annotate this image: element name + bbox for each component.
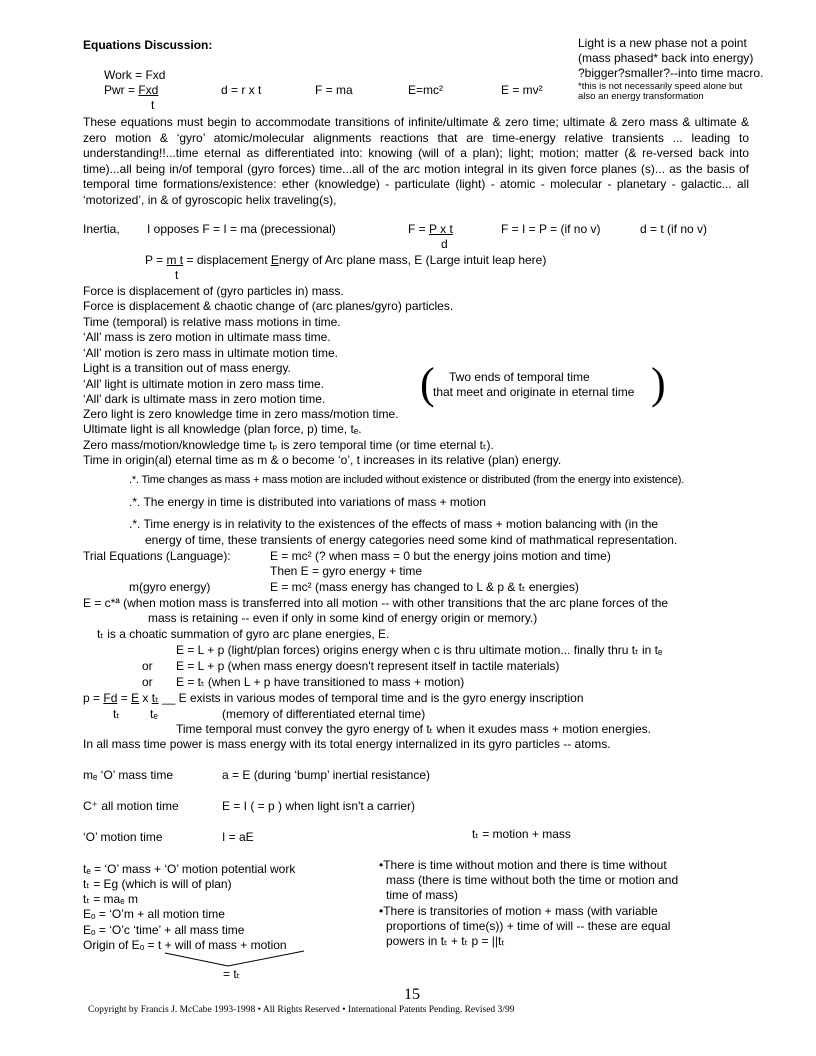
or-1: or xyxy=(142,659,153,673)
bullet-line: •There is time without motion and there is time without xyxy=(379,858,667,872)
page-number: 15 xyxy=(404,986,420,1003)
statement-line: Time in origin(al) eternal time as m & o become ‘o’, t increases in its relative (plan) energy. xyxy=(83,453,562,467)
left-equation: tₜ = maₑ m xyxy=(83,892,139,906)
p-fd-denominator-2: tₑ xyxy=(150,707,158,721)
chaotic-summation: tₜ is a choatic summation of gyro arc plane energies, E. xyxy=(97,627,390,641)
motion-time-equation: E = I ( = p ) when light isn't a carrier) xyxy=(222,799,416,813)
bullet-line: time of mass) xyxy=(386,888,459,902)
bullet-line: •There is transitories of motion + mass (with variable xyxy=(379,904,658,918)
inertia-label: Inertia, xyxy=(83,222,120,236)
statement-line: Zero mass/motion/knowledge time tₚ is zero temporal time (or time eternal tₜ). xyxy=(83,438,494,452)
pmt-equation: P = m t = displacement Energy of Arc plane mass, E (Large intuit leap here) xyxy=(145,253,547,267)
statement-line: Force is displacement & chaotic change of (arc planes/gyro) particles. xyxy=(83,299,454,313)
inertia-opposes: I opposes F = I = ma (precessional) xyxy=(147,222,336,236)
therefore-a: .*. Time changes as mass + mass motion are included without existence or distributed (from the energy into existence). xyxy=(129,474,685,486)
dt-equation: d = t (if no v) xyxy=(640,222,708,236)
temporal-statement: Time temporal must convey the gyro energy of tₜ when it exudes mass + motion energies. xyxy=(176,722,651,736)
left-equation: tₜ = Eg (which is will of plan) xyxy=(83,877,232,891)
statement-line: ‘All’ motion is zero mass in ultimate motion time. xyxy=(83,346,338,360)
force-power-equation: F = P x t xyxy=(408,222,453,236)
motion-time-label: C⁺ all motion time xyxy=(83,799,179,813)
trial-eq-4-line-1: E = c*ª (when motion mass is transferred into all motion -- with other transitions that the arc plane forces of the xyxy=(83,596,669,610)
statement-line: Time (temporal) is relative mass motions in time. xyxy=(83,315,341,329)
left-equation: tₑ = ‘O’ mass + ‘O’ motion potential work xyxy=(83,862,296,876)
distance-equation: d = r x t xyxy=(221,83,262,97)
p-fd-equation: p = Fd = E x tₜ __ E exists in various modes of temporal time and is the gyro energy inscription xyxy=(83,691,584,705)
sidebox-note-2: also an energy transformation xyxy=(578,91,704,102)
left-paren: ( xyxy=(420,359,435,408)
tt-motion-mass: tₜ = motion + mass xyxy=(472,827,571,841)
sidebox-line-2: (mass phased* back into energy) xyxy=(578,51,754,65)
fip-equation: F = I = P = (if no v) xyxy=(501,222,601,236)
heading: Equations Discussion: xyxy=(83,38,213,52)
trial-eq-3: E = mc² (mass energy has changed to L & p & tₜ energies) xyxy=(270,580,579,594)
pmt-denominator: t xyxy=(175,268,179,282)
force-equation: F = ma xyxy=(315,83,353,97)
intro-paragraph: These equations must begin to accommodate transitions of infinite/ultimate & zero time; ultimate & zero mass & ultimate & zero motion & ‘gyro’ atomic/molecular alignments reactions that are time-energy relative transients ... leading to understanding!!...time eternal as differentiated into: knowing (will of a plan); light; motion; matter (& re-versed back into time)...all being in/of temporal (gyro forces) time...all of the arc motion integral in its given force planes (s)... as the basis of temporal time formations/existence: ether (knowledge) - particulate (light) - atomic - molecular - planetary - galactic... all ‘motorized’, in & of gyroscopic helix traveling(s), xyxy=(83,115,749,207)
bullet-line: proportions of time(s)) + time of will -- these are equal xyxy=(386,919,671,933)
mass-time-equation: a = E (during ‘bump’ inertial resistance) xyxy=(222,768,430,782)
o-motion-equation: I = aE xyxy=(222,830,254,844)
mass-time-label: mₑ ‘O’ mass time xyxy=(83,768,174,782)
memory-note: (memory of differentiated eternal time) xyxy=(222,707,426,721)
therefore-c-line-2: energy of time, these transients of energy categories need some kind of mathmatical representation. xyxy=(145,533,678,547)
left-equation: Eₒ = ‘O’m + all motion time xyxy=(83,907,225,921)
statement-line: ‘All’ light is ultimate motion in zero mass time. xyxy=(83,377,324,391)
left-equation: Origin of Eₒ = t + will of mass + motion xyxy=(83,938,287,952)
emc-equation: E=mc² xyxy=(408,83,444,97)
trial-eq-2: Then E = gyro energy + time xyxy=(270,564,423,578)
right-paren: ) xyxy=(651,359,666,408)
statement-line: Force is displacement of (gyro particles in) mass. xyxy=(83,284,344,298)
energy-eq-2: E = L + p (when mass energy doesn't represent itself in tactile materials) xyxy=(176,659,560,673)
trial-eq-1: E = mc² (? when mass = 0 but the energy joins motion and time) xyxy=(270,549,611,563)
statement-line: ‘All’ dark is ultimate mass in zero motion time. xyxy=(83,392,326,406)
paren-note-line-1: Two ends of temporal time xyxy=(449,370,590,384)
p-fd-denominator-1: tₜ xyxy=(113,707,120,721)
or-2: or xyxy=(142,675,153,689)
statement-line: ‘All’ mass is zero motion in ultimate mass time. xyxy=(83,330,331,344)
force-power-denominator: d xyxy=(441,237,448,251)
left-equation: Eₒ = ‘O’c ‘time’ + all mass time xyxy=(83,923,245,937)
sidebox-line-1: Light is a new phase not a point xyxy=(578,36,747,50)
copyright: Copyright by Francis J. McCabe 1993-1998 • All Rights Reserved • International Patents Pending. Revised 3/99 xyxy=(88,1005,515,1015)
sidebox-line-3: ?bigger?smaller?--into time macro. xyxy=(578,66,764,80)
trial-label: Trial Equations (Language): xyxy=(83,549,231,563)
paren-note-line-2: that meet and originate in eternal time xyxy=(433,385,635,399)
statement-line: Zero light is zero knowledge time in zero mass/motion time. xyxy=(83,407,399,421)
therefore-c-line-1: .*. Time energy is in relativity to the existences of the effects of mass + motion balancing with (in the xyxy=(129,517,659,531)
emv-equation: E = mv² xyxy=(501,83,543,97)
o-motion-label: ‘O’ motion time xyxy=(83,830,163,844)
power-equation: Pwr = Fxd xyxy=(104,83,159,97)
energy-eq-1: E = L + p (light/plan forces) origins energy when c is thru ultimate motion... finally thru tₜ in tₑ xyxy=(176,643,663,657)
bracket-result: = tₜ xyxy=(223,967,241,981)
all-mass-statement: In all mass time power is mass energy with its total energy internalized in its gyro particles -- atoms. xyxy=(83,737,611,751)
power-denominator: t xyxy=(151,98,155,112)
bullet-line: mass (there is time without both the time or motion and xyxy=(386,873,679,887)
statement-line: Light is a transition out of mass energy. xyxy=(83,361,291,375)
statement-line: Ultimate light is all knowledge (plan force, p) time, tₑ. xyxy=(83,422,362,436)
energy-eq-3: E = tₜ (when L + p have transitioned to mass + motion) xyxy=(176,675,465,689)
trial-eq-4-line-2: mass is retaining -- even if only in some kind of energy origin or memory.) xyxy=(148,611,538,625)
work-equation: Work = Fxd xyxy=(104,68,166,82)
sidebox-note-1: *this is not necessarily speed alone but xyxy=(578,81,743,92)
therefore-b: .*. The energy in time is distributed into variations of mass + motion xyxy=(129,495,486,509)
gyro-energy-label: m(gyro energy) xyxy=(129,580,211,594)
bullet-line: powers in tₜ + tₜ p = ||tₜ xyxy=(386,934,505,948)
